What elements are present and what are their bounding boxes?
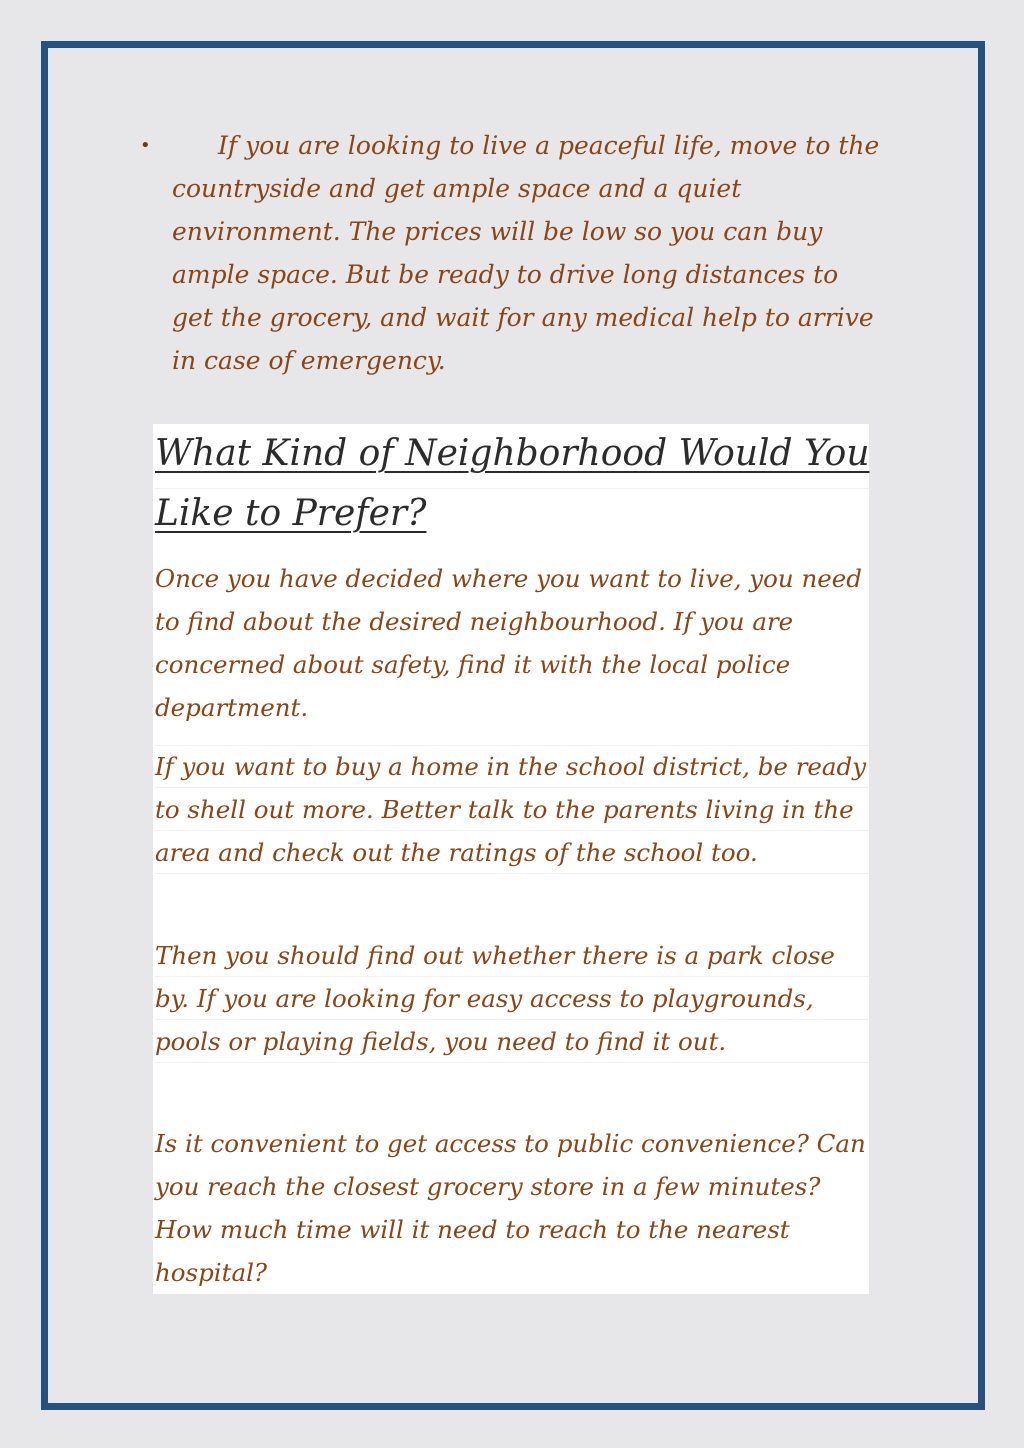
bullet-text: If you are looking to live a peaceful life, move to the countryside and get ample space and a quiet environment. The prices will be low so you can buy ample space. But be ready to drive long distances to get the grocery, and wait for any medical help to arrive in case of emergency. [172, 131, 880, 375]
paragraph-park: Then you should find out whether there is a park close by. If you are looking for easy access to playgrounds, pools or playing fields, you need to find it out. [155, 941, 835, 1056]
paragraph-public-convenience: Is it convenient to get access to public convenience? Can you reach the closest grocery store in a few minutes? How much time will it need to reach to the nearest hospital? [155, 1129, 866, 1287]
paragraph-school-district: If you want to buy a home in the school district, be ready to shell out more. Better talk to the parents living in the area and check out the ratings of the school too. [155, 752, 867, 867]
paragraph-neighbourhood: Once you have decided where you want to live, you need to find about the desired neighbourhood. If you are concerned about safety, find it with the local police department. [155, 564, 862, 722]
bullet-marker: • [140, 135, 151, 156]
section-heading: What Kind of Neighborhood Would You Like to Prefer? [155, 433, 870, 534]
